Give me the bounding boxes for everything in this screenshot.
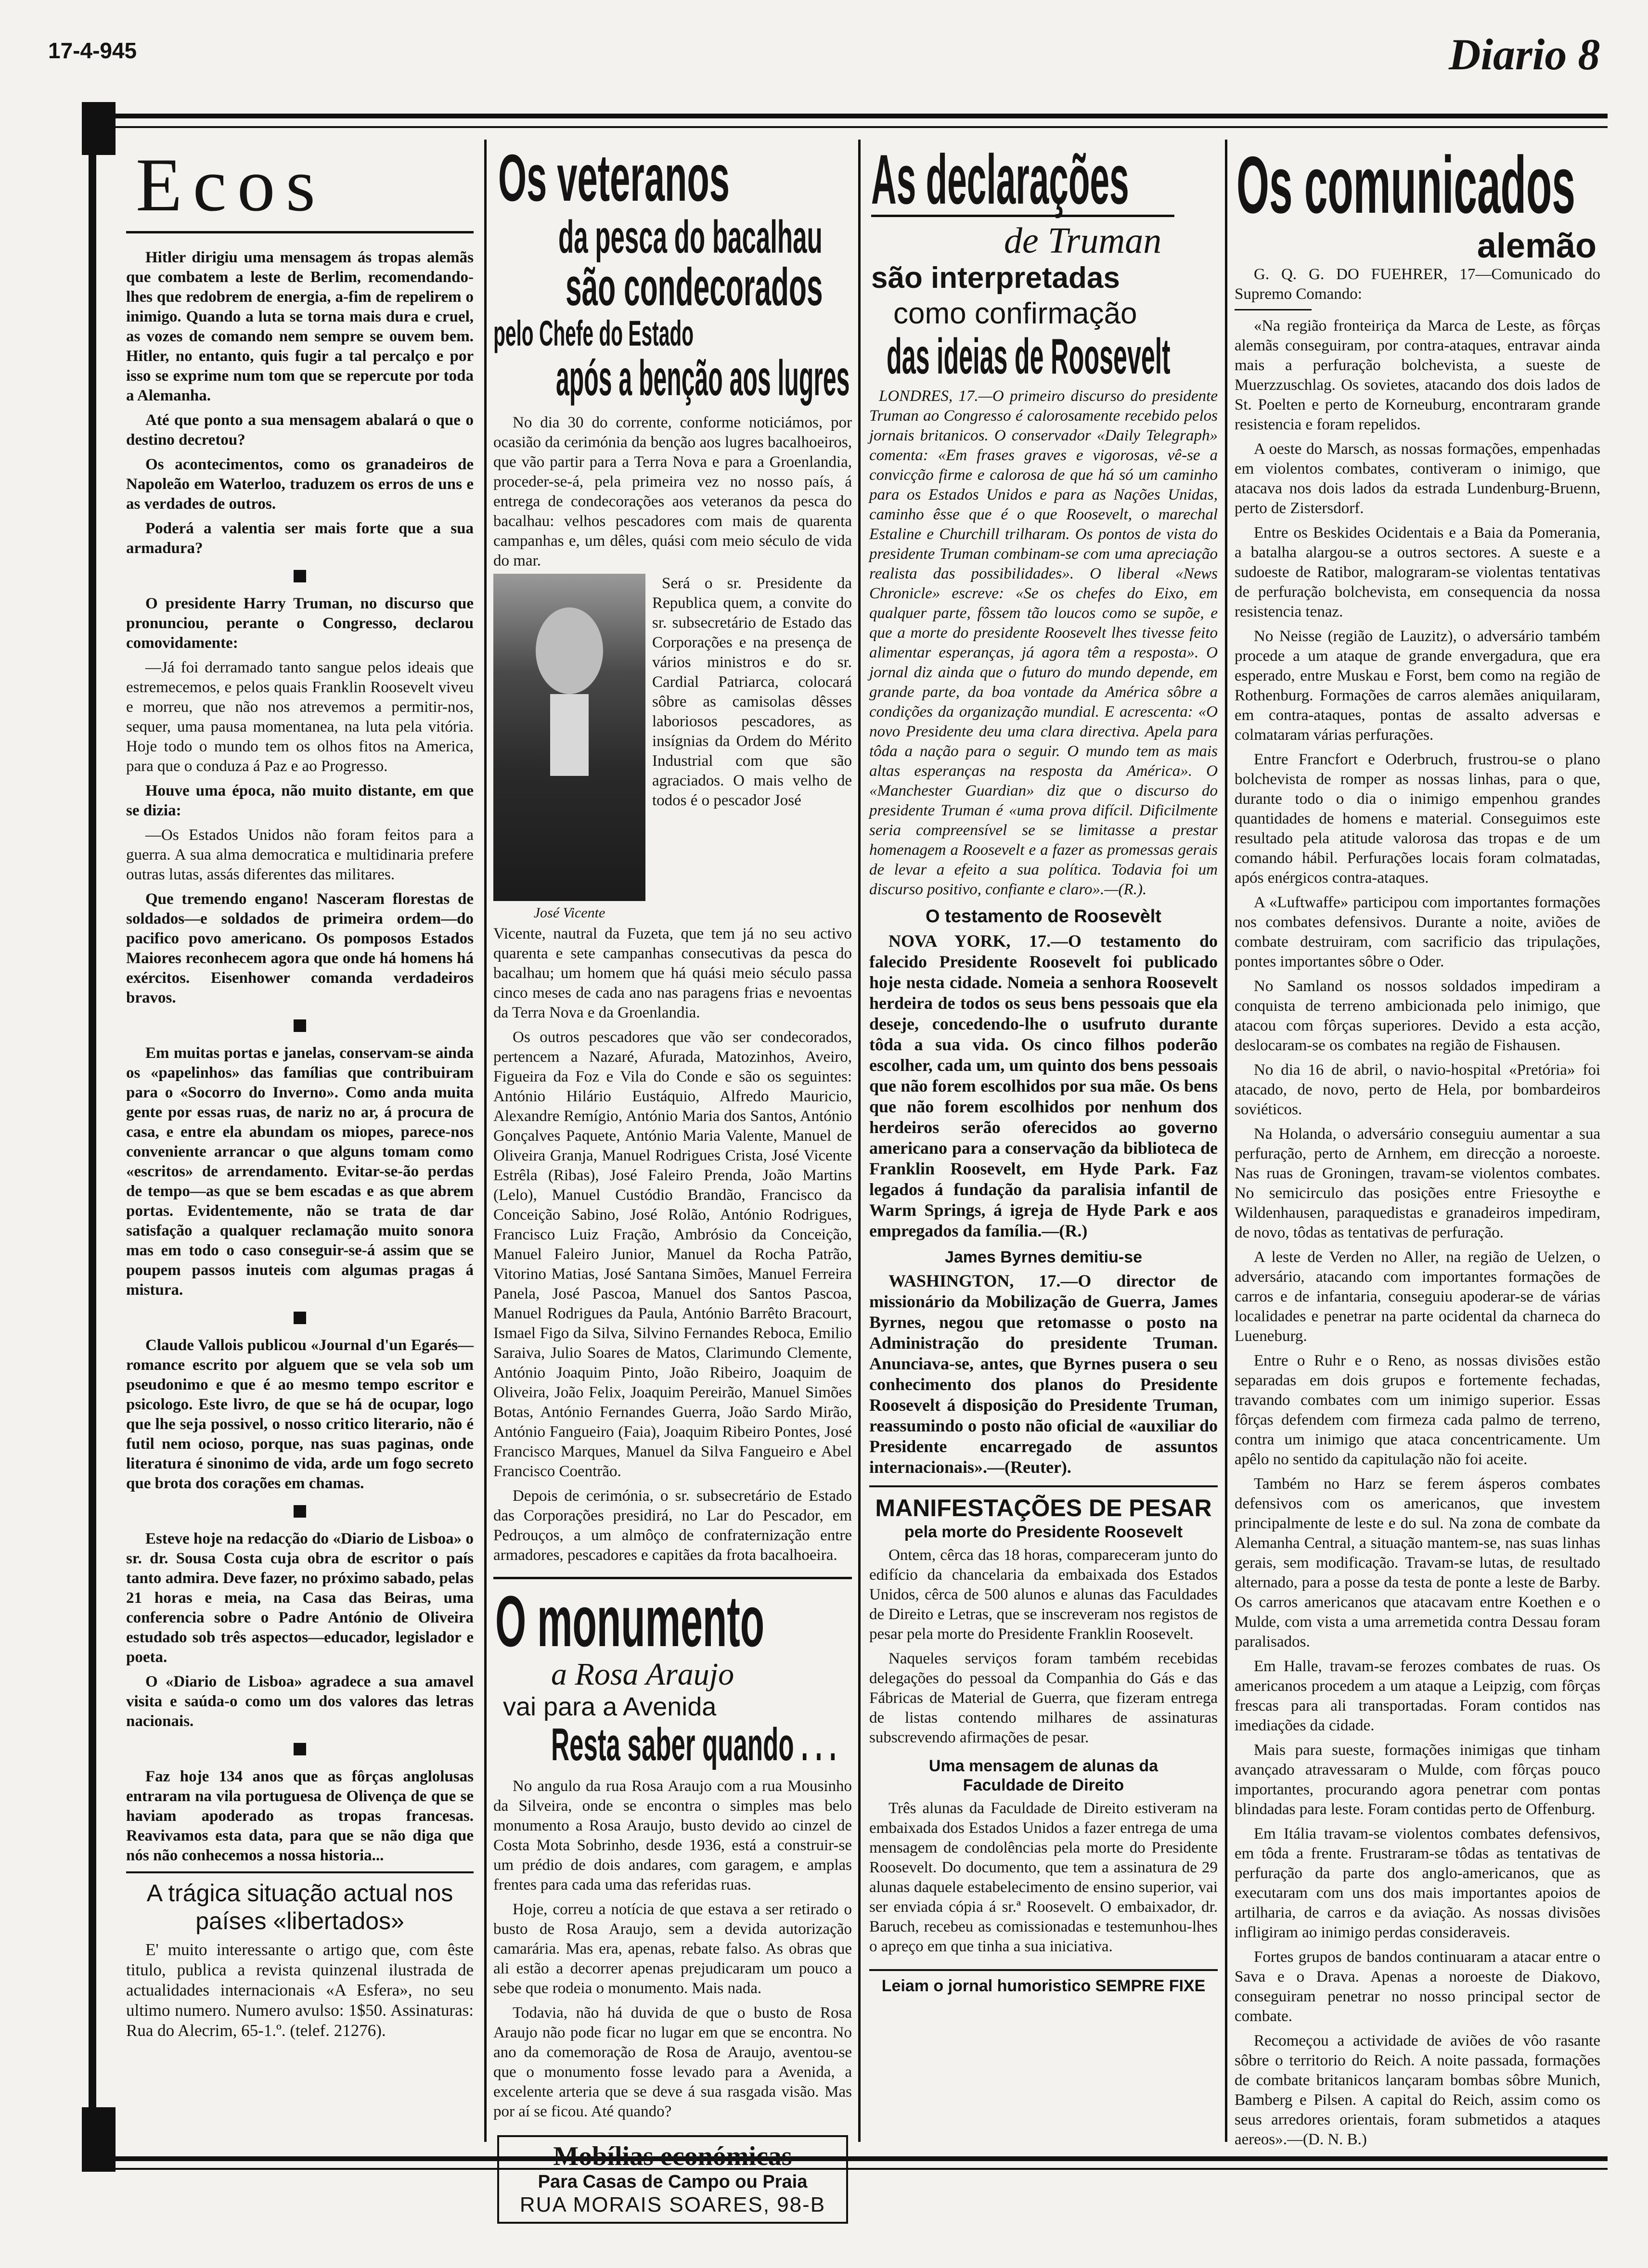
comunicado-paragraph: Recomeçou a actividade de aviões de vôo rasante sôbre o territorio do Reich. A noite passada, formações de combate britanicos lançaram bombas sôbre Munich, Bamberg e Pilsen. A capital do Reich, assim como os seus arredores orientais, foram submetidos a ataques aereos».—(D. N. B.)	[1235, 2032, 1600, 2148]
veteranos-intro: No dia 30 do corrente, conforme noticiámos, por ocasião da cerimónia da benção aos lugres bacalhoeiros, que vão partir para a Terra Nova e para a Groenlandia, proceder-se-á, pela primeira vez no nosso país, á entrega de condecorações aos veteranos da pesca do bacalhau: velhos pescadores com mais de quarenta campanhas e, um dêles, quási com meio século de vida do mar.	[493, 414, 852, 569]
comunicado-lead-rule	[1235, 309, 1312, 310]
pesar-paragraph: Ontem, cêrca das 18 horas, compareceram junto do edifício da chancelaria da embaixada dos Estados Unidos, cêrca de 500 alunos e alunas das Faculdades de Direito e Letras, que se inscreveram nos registos de pesar pela morte do Presidente Franklin Roosevelt.	[869, 1546, 1218, 1643]
section-square	[294, 1019, 306, 1032]
monumento-rule	[493, 1577, 852, 1579]
monumento-paragraph: Todavia, não há duvida de que o busto de Rosa Araujo não pode ficar no lugar em que se encontra. No ano da comemoração de Rosa de Araujo, aventou-se que o monumento fosse levado para a Avenida, a excelente arteria que se deve á sua rasgada visão. Mas por aí se ficou. Até quando?	[493, 2004, 852, 2120]
column-divider-1	[484, 140, 487, 2142]
sempre-fixe-note: Leiam o jornal humoristico SEMPRE FIXE	[881, 1977, 1206, 1995]
section-square	[294, 570, 306, 582]
section-square	[294, 1505, 306, 1518]
testamento-subhead: O testamento de Roosevèlt	[926, 906, 1161, 927]
portrait-face	[536, 607, 603, 694]
comunicado-paragraph: Entre Francfort e Oderbruch, frustrou-se o plano bolchevista de romper as nossas linhas, para o que, durante todo o dia o inimigo empenhou grandes quantidades de homens e material. Conseguimos este resultado pela atitude valorosa das tropas e de um comando hábil. Perfurações locais foram colmatadas, após enérgicos contra-ataques.	[1235, 751, 1600, 887]
section-square	[294, 1743, 306, 1755]
pesar-paragraph: Naqueles serviços foram também recebidas delegações do pessoal da Companhia do Gás e das Fábricas de Material de Guerra, que fizeram entrega de listas contendo milhares de assinaturas subscrevendo afirmações de pesar.	[869, 1650, 1218, 1746]
ecos-paragraph: O presidente Harry Truman, no discurso que pronunciou, perante o Congresso, declarou comovidamente:	[126, 595, 474, 652]
veteranos-paragraph: Os outros pescadores que vão ser condecorados, pertencem a Nazaré, Afurada, Matozinhos, Aveiro, Figueira da Foz e Vila do Conde e são os seguintes: António Hilário Eustáquio, Alfredo Mauricio, Alexandre Remígio, António Maria dos Santos, António Gonçalves Paquete, António Maria Valente, Manuel de Oliveira Granja, Manuel Rodrigues Crista, José Vicente Estrêla (Ribas), José Faleiro Prenda, João Martins (Lelo), Manuel Custódio Brandão, Francisco da Conceição Sabino, José Rolão, António Rodrigues, Francisco Luiz Fração, Ambrósio da Conceição, Manuel Faleiro Junior, Manuel da Rocha Patrão, Vitorino Matias, José Santana Simões, Manuel Ferreira Panela, José Pascoa, Manuel dos Santos Pascoa, Manuel Rodrigues da Paula, António Barrêto Bracourt, Ismael Figo da Silva, Silvino Fernandes Reboca, Emilio Saraiva, Julio Soares de Matos, Clarimundo Clemente, António Joaquim Pinto, João Ribeiro, Joaquim de Oliveira, João Felix, Joaquim Pereirão, Manuel Simões Botas, António Fernandes Guerra, João Sardo Mirão, António Fangueiro (Faia), Joaquim Ribeiro Pontes, José Francisco Marques, Manuel da Silva Fangueiro e Abel Francisco Coentrão.	[493, 1029, 852, 1480]
pesar-headline: MANIFESTAÇÕES DE PESAR	[875, 1495, 1212, 1521]
truman-press-review: LONDRES, 17.—O primeiro discurso do presidente Truman ao Congresso é calorosamente recebido pelos jornais britanicos. O conservador «Daily Telegraph» comenta: «Em frases graves e vigorosas, vê-se a convicção firme e calorosa de que há só um caminho para os Estados Unidos e para as Nações Unidas, caminho êsse que é o que Roosevelt, o marechal Estaline e Churchill trilharam. Os pontos de vista do presidente Truman combinam-se com uma apreciação realista das possibilidades». O liberal «News Chronicle» escreve: «Se os chefes do Eixo, em qualquer parte, fôssem tão loucos como se supõe, e que a morte do presidente Roosevelt lhes tivesse feito alimentar esperanças, já agora têm a resposta». O jornal diz ainda que o futuro do mundo depende, em grande parte, da boa vontade da América sôbre a condições da organização mundial. E acrescenta: «O novo Presidente deu uma clara directiva. Apela para tôda a nação para o seguir. O mundo tem as mais altas esperanças na resposta da América». O «Manchester Guardian» diz que o discurso do presidente Truman é «uma prova difícil. Dificilmente seria compreensível se se limitasse a prestar homenagem a Roosevelt e a fazer as promessas gerais de levar a efeito a sua política. Todavia foi um discurso positivo, confiante e claro».—(R.).	[869, 387, 1218, 898]
pesar-rule	[869, 1485, 1218, 1487]
left-margin-block-top	[82, 102, 116, 155]
issue-date: 17-4-945	[48, 38, 137, 63]
veteranos-paragraph: Depois de cerimónia, o sr. subsecretário de Estado das Corporações presidirá, no Lar do Pescador, em Pedrouços, a um almôço de confraternização entre armadores, pescadores e capitães da frota bacalhoeira.	[493, 1487, 852, 1564]
esfera-article-text: E' muito interessante o artigo que, com êste titulo, publica a revista quinzenal ilustrada de actualidades internacionais «A Esfera», no seu ultimo numero. Numero avulso: 1$50. Assinaturas: Rua do Alecrim, 65-1.º. (telef. 21276).	[126, 1940, 474, 2040]
comunicado-paragraph: No dia 16 de abril, o navio-hospital «Pretória» foi atacado, de novo, perto de Hela, por bombardeiros soviéticos.	[1235, 1061, 1600, 1118]
furniture-ad	[497, 2135, 848, 2224]
comunicado-paragraph: Na Holanda, o adversário conseguiu aumentar a sua perfuração, perto de Arnhem, em direcção a noroeste. Nas ruas de Groningen, travam-se violentos combates. No semicirculo das posições entre Friesoythe e Wildenhausen, paraquedistas e granadeiros impediram, de novo, tôdas as tentativas de perfuração.	[1235, 1125, 1600, 1241]
column-comunicado	[1235, 140, 1600, 2154]
comunicado-paragraph: No Samland os nossos soldados impediram a conquista de terreno ambicionada pelo inimigo, que atacou com fôrças superiores. Devido a esta acção, deslocaram-se os combates na região de Fishausen.	[1235, 978, 1600, 1054]
column-veteranos	[493, 141, 852, 2216]
ecos-paragraph: Hitler dirigiu uma mensagem ás tropas alemãs que combatem a leste de Berlim, recomendando-lhes que redobrem de energia, a-fim de repelirem o inimigo. Quando a luta se torna mais dura e cruel, as vozes de comando nem sempre se ouvem bem. Hitler, no entanto, quis fugir a tal percalço e por isso se exprime num tom que se repercute por toda a Alemanha.	[126, 249, 474, 404]
veteranos-side-text: Será o sr. Presidente da Republica quem, a convite do sr. subsecretário de Estado das Corporações e na presença de vários ministros e do sr. Cardial Patriarca, colocará sôbre as camisolas dêsses laboriosos pescadores, as insígnias da Ordem do Mérito Industrial com que são agraciados. O mais velho de todos é o pescador José	[652, 575, 852, 809]
ecos-paragraph: O «Diario de Lisboa» agradece a sua amavel visita e saúda-o como um dos valores das letras nacionais.	[126, 1673, 474, 1730]
left-margin-block-bottom	[82, 2107, 116, 2172]
ad-address: RUA MORAIS SOARES, 98-B	[519, 2193, 826, 2216]
truman-deck-1: de Truman	[1004, 220, 1162, 261]
ecos-paragraph: Faz hoje 134 anos que as fôrças anglolusas entraram na vila portuguesa de Olivença de que se haviam apoderado as tropas francesas. Reavivamos esta data, para que se não diga que nós não conhecemos a nossa historia...	[126, 1768, 474, 1864]
comunicado-paragraph: Entre os Beskides Ocidentais e a Baia da Pomerania, a batalha alargou-se a outros sectores. A sueste e a sudoeste de Ratibor, malograram-se violentas tentativas de perfuração bolchevista, em consequencia da nossa resistencia tenaz.	[1235, 524, 1600, 620]
comunicado-paragraph: Em Itália travam-se violentos combates defensivos, em tôda a frente. Frustraram-se tôdas as tentativas de perfuração da parte dos anglo-americanos, que as executaram com uns dos mais importantes apoios de artilharia, de carros e da aviação. As nossas divisões infligiram ao inimigo perdas consideraveis.	[1235, 1825, 1600, 1941]
veteranos-headline: Os veteranos	[498, 141, 730, 215]
ecos-paragraph: Em muitas portas e janelas, conservam-se ainda os «papelinhos» das famílias que contribuiram para o «Socorro do Inverno». Como anda muita gente por essas ruas, de nariz no ar, á procura de casa, e entre ela abundam os miopes, parece-nos conveniente arrancar o que alguns tomam como «escritos» de arrendamento. Evitar-se-ão perdas de tempo—as que se bem escadas e as que abrem portas. Evidentemente, não se trata de dar satisfação a qualquer reclamação muito sonora mas em todo o caso conseguir-se-á assim que se poupem passos inuteis com algumas pragas á mistura.	[126, 1044, 474, 1299]
alunas-text: Três alunas da Faculdade de Direito estiveram na embaixada dos Estados Unidos a fazer entrega de uma mensagem de condolências pela morte do Presidente Roosevelt. Do documento, que tem a assinatura de 29 alunas daquele estabelecimento de ensino superior, vai ser enviada cópia á sr.ª Roosevelt. O embaixador, dr. Baruch, recebeu as comissionadas e testemunhou-lhes o apreço em que tinha a sua iniciativa.	[869, 1800, 1218, 1955]
comunicado-paragraph: A leste de Verden no Aller, na região de Uelzen, o adversário, atacando com importantes formações de carros e de infantaria, conseguiu apoderar-se de várias localidades e penetrar na parte ocidental da charneca do Lueneburg.	[1235, 1249, 1600, 1345]
alunas-subhead: Uma mensagem de alunas da Faculdade de Direito	[928, 1757, 1159, 1794]
ad-title: Mobílias económicas	[553, 2141, 792, 2171]
monumento-paragraph: Hoje, correu a notícia de que estava a ser retirado o busto de Rosa Araujo, sem a devida autorização camarária. Mas era, apenas, rebate falso. As obras que ali estão a decorrer apenas prejudicaram um pouco a sebe que rodeia o monumento. Mais nada.	[493, 1901, 852, 1997]
column-truman	[869, 140, 1218, 2154]
comunicado-paragraph: Também no Harz se ferem ásperos combates defensivos com os americanos, que investem principalmente de leste e do sul. Na zona de combate da Alemanha Central, a situação mantem-se, nas suas linhas gerais, sem modificação. Travam-se lutas, de resultado alternado, para a posse da testa de ponte a leste de Barby. Os carros americanos que atacavam entre Koethen e o Mulde, com vista a uma arremetida contra Dessau foram paralisados.	[1235, 1475, 1600, 1650]
comunicado-headline: Os comunicados	[1236, 140, 1575, 230]
ecos-paragraph: Esteve hoje na redacção do «Diario de Lisboa» o sr. dr. Sousa Costa cuja obra de escritor o país tanto admira. Deve fazer, no próximo sabado, pelas 21 horas e meia, na Casa das Beiras, uma conferencia sobre o Padre António de Oliveira estudado sob três aspectos—educador, legislador e poeta.	[126, 1530, 474, 1666]
comunicado-deck: alemão	[1477, 227, 1596, 265]
ecos-paragraph: Os acontecimentos, como os granadeiros de Napoleão em Waterloo, traduzem os erros de uns e as verdades de outros.	[126, 456, 474, 513]
ecos-title: Ecos	[136, 143, 326, 227]
ecos-paragraph: Até que ponto a sua mensagem abalará o que o destino decretou?	[126, 412, 474, 449]
column-ecos	[126, 144, 474, 2154]
pesar-subhead: pela morte do Presidente Roosevelt	[904, 1523, 1183, 1541]
portrait-caption: José Vicente	[533, 905, 605, 921]
comunicado-paragraph: A «Luftwaffe» participou com importantes formações nos combates defensivos. Durante a noite, aviões de combate destruiram, com sacrificio das tripulações, pontes importantes sôbre o Oder.	[1235, 894, 1600, 970]
ecos-title-rule	[126, 231, 474, 233]
comunicado-paragraph: A oeste do Marsch, as nossas formações, empenhadas em violentos combates, contiveram o inimigo, que atacava nos dois lados da estrada Lundenburg-Bruenn, perto de Zistersdorf.	[1235, 440, 1600, 517]
ecos-sub-rule	[126, 1871, 474, 1873]
comunicado-paragraph: Fortes grupos de bandos continuaram a atacar entre o Sava e o Drava. Apenas a noroeste de Diakovo, conseguiram penetrar no nosso principal sector de combate.	[1235, 1948, 1600, 2025]
comunicado-paragraph: No Neisse (região de Lauzitz), o adversário também procede a um ataque de grande envergadura, que era esperado, entre Muskau e Forst, bem como na região de Rothenburg. Formações de carros alemães aniquilaram, em contra-ataques, pontas de assalto adversas e colmataram várias perfurações.	[1235, 628, 1600, 744]
monumento-deck-2: vai para a Avenida	[503, 1692, 717, 1721]
ecos-paragraph: —Já foi derramado tanto sangue pelos ideais que estremecemos, e pelos quais Franklin Roosevelt viveu e morreu, que não nos atrevemos a permitir-nos, sequer, uma pausa momentanea, na luta pela vitória. Hoje todo o mundo tem os olhos fitos na America, para que o conduza á Paz e ao Progresso.	[126, 659, 474, 775]
ecos-paragraph: Poderá a valentia ser mais forte que a sua armadura?	[126, 520, 474, 557]
monumento-headline: O monumento	[495, 1581, 765, 1662]
sempre-fixe-rule	[869, 1969, 1218, 1971]
truman-headline: As declarações	[871, 140, 1129, 219]
monumento-deck-1: a Rosa Araujo	[551, 1657, 734, 1692]
monumento-deck-3: Resta saber quando . . .	[551, 1719, 837, 1770]
byrnes-text: WASHINGTON, 17.—O director de missionário da Mobilização de Guerra, James Byrnes, negou que retomasse o posto na Administração do presidente Truman. Anunciava-se, antes, que Byrnes pusera o seu conhecimento dos planos do Presidente Roosevelt á disposição do Presidente Truman, reassumindo o posto não oficial de «auxiliar do Presidente encarregado de assuntos internacionais».—(Reuter).	[869, 1271, 1218, 1477]
comunicado-paragraph: Mais para sueste, formações inimigas que tinham avançado atravessaram o Mulde, com fôrças pouco importantes, procurando agora penetrar com pontas blindadas para leste. Foram contidas perto de Offenburg.	[1235, 1741, 1600, 1818]
ecos-paragraph: —Os Estados Unidos não foram feitos para a guerra. A sua alma democratica e multidinaria prefere outras lutas, assás diferentes das militares.	[126, 826, 474, 883]
section-square	[294, 1312, 306, 1324]
portrait-photo	[493, 574, 645, 901]
top-rule-thick	[116, 114, 1608, 118]
monumento-paragraph: No angulo da rua Rosa Araujo com a rua Mousinho da Silveira, onde se encontra o simples mas belo monumento a Rosa Araujo, busto devido ao cinzel de Costa Mota Sobrinho, desde 1936, está a construir-se um prédio de dois andares, com garagem, e amplas frentes para cada uma das referidas ruas.	[493, 1778, 852, 1894]
esfera-article-title: A trágica situação actual nos países «libertados»	[146, 1880, 453, 1934]
veteranos-deck-1: da pesca do bacalhau	[558, 211, 823, 263]
ecos-paragraph: Houve uma época, não muito distante, em que se dizia:	[126, 782, 474, 819]
veteranos-deck-4: após a benção aos lugres	[556, 350, 850, 406]
comunicado-paragraph: Entre o Ruhr e o Reno, as nossas divisões estão separadas em dois grupos e fortemente fechadas, travando combates com um inimigo superior. Essas fôrças defendem com firmeza cada palmo de terreno, contra um inimigo que ataca concentricamente. Um apêlo no sentido da capitulação não foi aceite.	[1235, 1352, 1600, 1468]
veteranos-deck-2: são condecorados	[566, 258, 823, 317]
photo-block	[493, 574, 852, 924]
bottom-rule-thin	[116, 2168, 1608, 2170]
comunicado-paragraph: «Na região fronteiriça da Marca de Leste, as fôrças alemãs conseguiram, por contra-ataques, entravar ainda mais a perfuração bolchevista, a sueste de Muerzzuschlag. Os sovietes, atacando dos dois lados de St. Poelten e perto de Korneuburg, encontraram grande resistencia e foram repelidos.	[1235, 317, 1600, 433]
left-margin-rule	[89, 102, 96, 2172]
ad-subtitle: Para Casas de Campo ou Praia	[538, 2172, 808, 2192]
newspaper-name: Diario 8	[1449, 30, 1600, 79]
veteranos-paragraph: Vicente, nautral da Fuzeta, que tem já no seu activo quarenta e sete campanhas consecutivas da pesca do bacalhau; um homem que há quási meio século passa cinco meses de cada ano nas paragens frias e nevoentas da Terra Nova e da Groenlandia.	[493, 925, 852, 1021]
bottom-rule-thick	[116, 2156, 1608, 2161]
truman-deck-4: das ideias de Roosevelt	[887, 329, 1171, 385]
portrait-collar	[550, 694, 589, 776]
veteranos-deck-3: pelo Chefe do Estado	[493, 313, 694, 353]
truman-deck-3: como confirmação	[893, 297, 1137, 330]
ecos-paragraph: Que tremendo engano! Nasceram florestas de soldados—e soldados de primeira ordem—do pacifico povo americano. Os pomposos Estados Maiores reconhecem agora que onde há homens há exércitos. Eisenhower comanda verdadeiros bravos.	[126, 890, 474, 1006]
truman-deck-2: são interpretadas	[871, 261, 1120, 295]
byrnes-subhead: James Byrnes demitiu-se	[944, 1248, 1143, 1266]
column-divider-3	[1225, 140, 1227, 2142]
column-divider-2	[858, 140, 861, 2142]
top-rule-thin	[116, 126, 1608, 128]
ecos-paragraph: Claude Vallois publicou «Journal d'un Egarés—romance escrito por alguem que se vela sob um pseudonimo e que é ao mesmo tempo escritor e psicologo. Este livro, de que se há de ocupar, logo que lhe seja possivel, o nosso critico literario, não é futil nem ocioso, porque, nas suas paginas, onde literatura é sinonimo de vida, arde um fogo secreto que brota dos corações em chamas.	[126, 1337, 474, 1492]
testamento-text: NOVA YORK, 17.—O testamento do falecido Presidente Roosevelt foi publicado hoje nesta cidade. Nomeia a senhora Roosevelt herdeira de todos os seus bens pessoais que ela deseje, concedendo-lhe o usufruto durante tôda a sua vida. Os cinco filhos poderão escolher, cada um, um quinto dos bens pessoais que não forem escolhidos por sua mãe. Os bens que não forem escolhidos por nenhum dos herdeiros serão oferecidos ao governo americano para a conservação da biblioteca de Franklin Roosevelt, em Hyde Park. Faz legados á fundação da paralisia infantil de Warm Springs, á igreja de Hyde Park e aos empregados da família.—(R.)	[869, 931, 1218, 1240]
comunicado-paragraph: Em Halle, travam-se ferozes combates de ruas. Os americanos procedem a um ataque a Leipzig, com fôrças frescas para ali transportadas. Foram contidos nas imediações da cidade.	[1235, 1658, 1600, 1734]
comunicado-lead: G. Q. G. DO FUEHRER, 17—Comunicado do Supremo Comando:	[1235, 266, 1600, 303]
